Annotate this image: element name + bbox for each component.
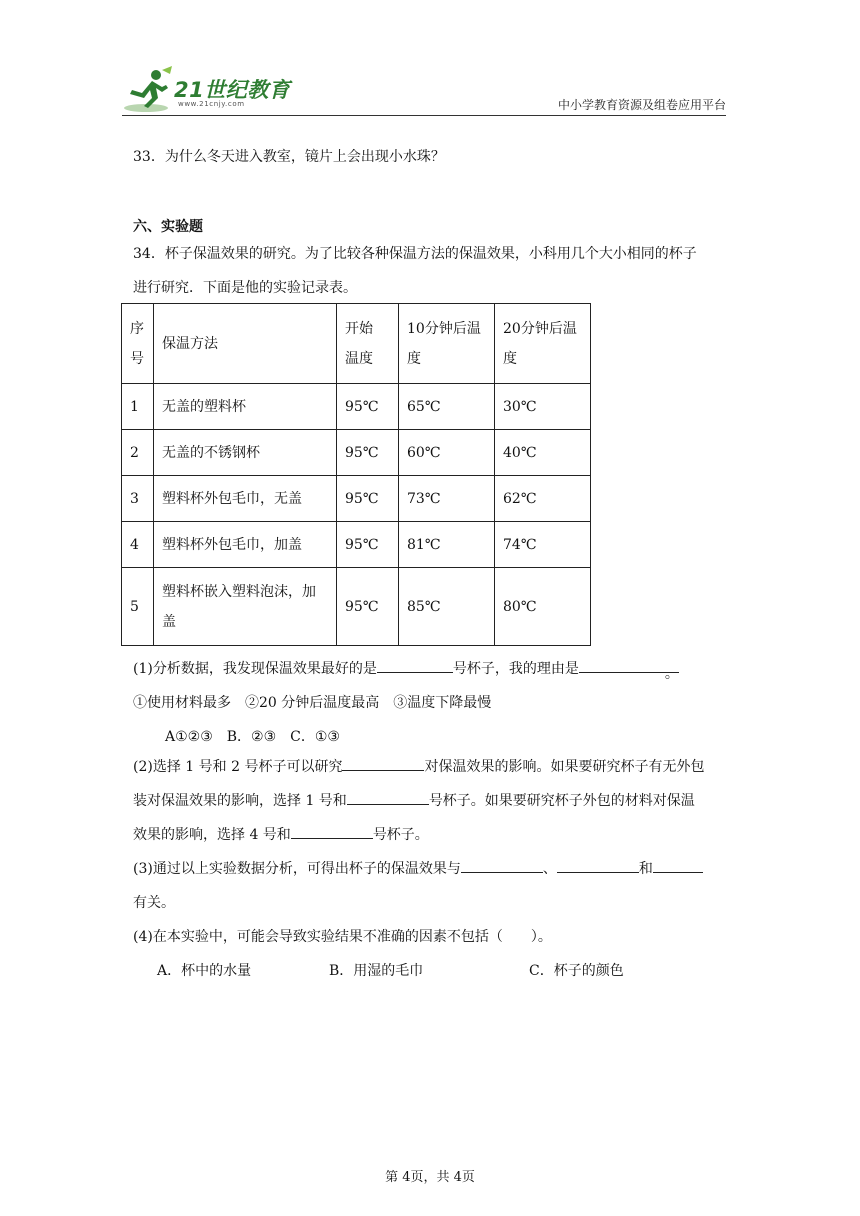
answer-blank[interactable] [347,789,429,805]
header-start-temp: 开始 温度 [337,304,399,384]
header-method: 保温方法 [154,304,337,384]
sub-question-4 [133,920,733,988]
table-row: 2 无盖的不锈钢杯 95℃ 60℃ 40℃ [122,430,591,476]
answer-blank[interactable] [342,755,424,771]
option-list: A①②③ B．②③ C．①③ [165,729,340,745]
page-header [122,66,726,116]
logo-url: www.21cnjy.com [178,100,245,108]
answer-blank[interactable] [557,857,639,873]
page-footer: 第 4页，共 4页 [385,1170,475,1185]
answer-blank[interactable] [653,857,703,873]
question-34-intro [133,237,733,305]
header-20min-temp: 20分钟后温 度 [495,304,591,384]
table-header-row [122,304,591,384]
table-row: 1 无盖的塑料杯 95℃ 65℃ 30℃ [122,384,591,430]
table-row: 4 塑料杯外包毛巾，加盖 95℃ 81℃ 74℃ [122,522,591,568]
table-row: 3 塑料杯外包毛巾，无盖 95℃ 73℃ 62℃ [122,476,591,522]
option-b[interactable]: B．用湿的毛巾 [329,963,424,979]
answer-blank[interactable] [291,823,373,839]
option-c[interactable]: C．杯子的颜色 [529,963,624,979]
intro-line-1: 34．杯子保温效果的研究。为了比较各种保温方法的保温效果，小科用几个大小相同的杯子 [133,246,697,262]
sub-question-2: (2)选择 1 号和 2 号杯子可以研究 对保温效果的影响。如果要研究杯子有无外包 装对保温效果的影响，选择 1 号和 号杯子。如果要研究杯子外包的材料对保温 效果的影响，选择 4 号和 号杯子。 [133,750,733,852]
answer-blank[interactable] [461,857,543,873]
question-4-stem: (4)在本实验中，可能会导致实验结果不准确的因素不包括（ ）。 [133,929,552,945]
platform-name: 中小学教育资源及组卷应用平台 [557,98,726,112]
question-4-options [133,954,733,988]
answer-blank[interactable]: 。 [579,657,679,673]
section-heading: 六、实验题 [133,219,203,235]
table-row: 5 塑料杯嵌入塑料泡沫，加 盖 95℃ 85℃ 80℃ [122,568,591,646]
answer-blank[interactable] [377,657,453,673]
sub-question-3: (3)通过以上实验数据分析，可得出杯子的保温效果与 、 和 有关。 [133,852,733,920]
sub-question-1: (1)分析数据，我发现保温效果最好的是 号杯子，我的理由是 。 ①使用材料最多 ②20 分钟后温度最高 ③温度下降最慢 A①②③ B．②③ C．①③ [133,652,733,754]
experiment-record-table [121,303,591,646]
logo-text: 21世纪教育 [174,78,291,102]
intro-line-2: 进行研究．下面是他的实验记录表。 [133,280,357,296]
logo [122,66,292,116]
question-33: 33．为什么冬天进入教室，镜片上会出现小水珠？ [133,149,445,165]
header-divider [122,115,726,116]
option-a[interactable]: A．杯中的水量 [157,963,252,979]
runner-logo-icon [122,66,174,116]
header-no: 序 号 [122,304,154,384]
header-10min-temp: 10分钟后温 度 [399,304,495,384]
reason-list: ①使用材料最多 ②20 分钟后温度最高 ③温度下降最慢 [133,695,492,711]
